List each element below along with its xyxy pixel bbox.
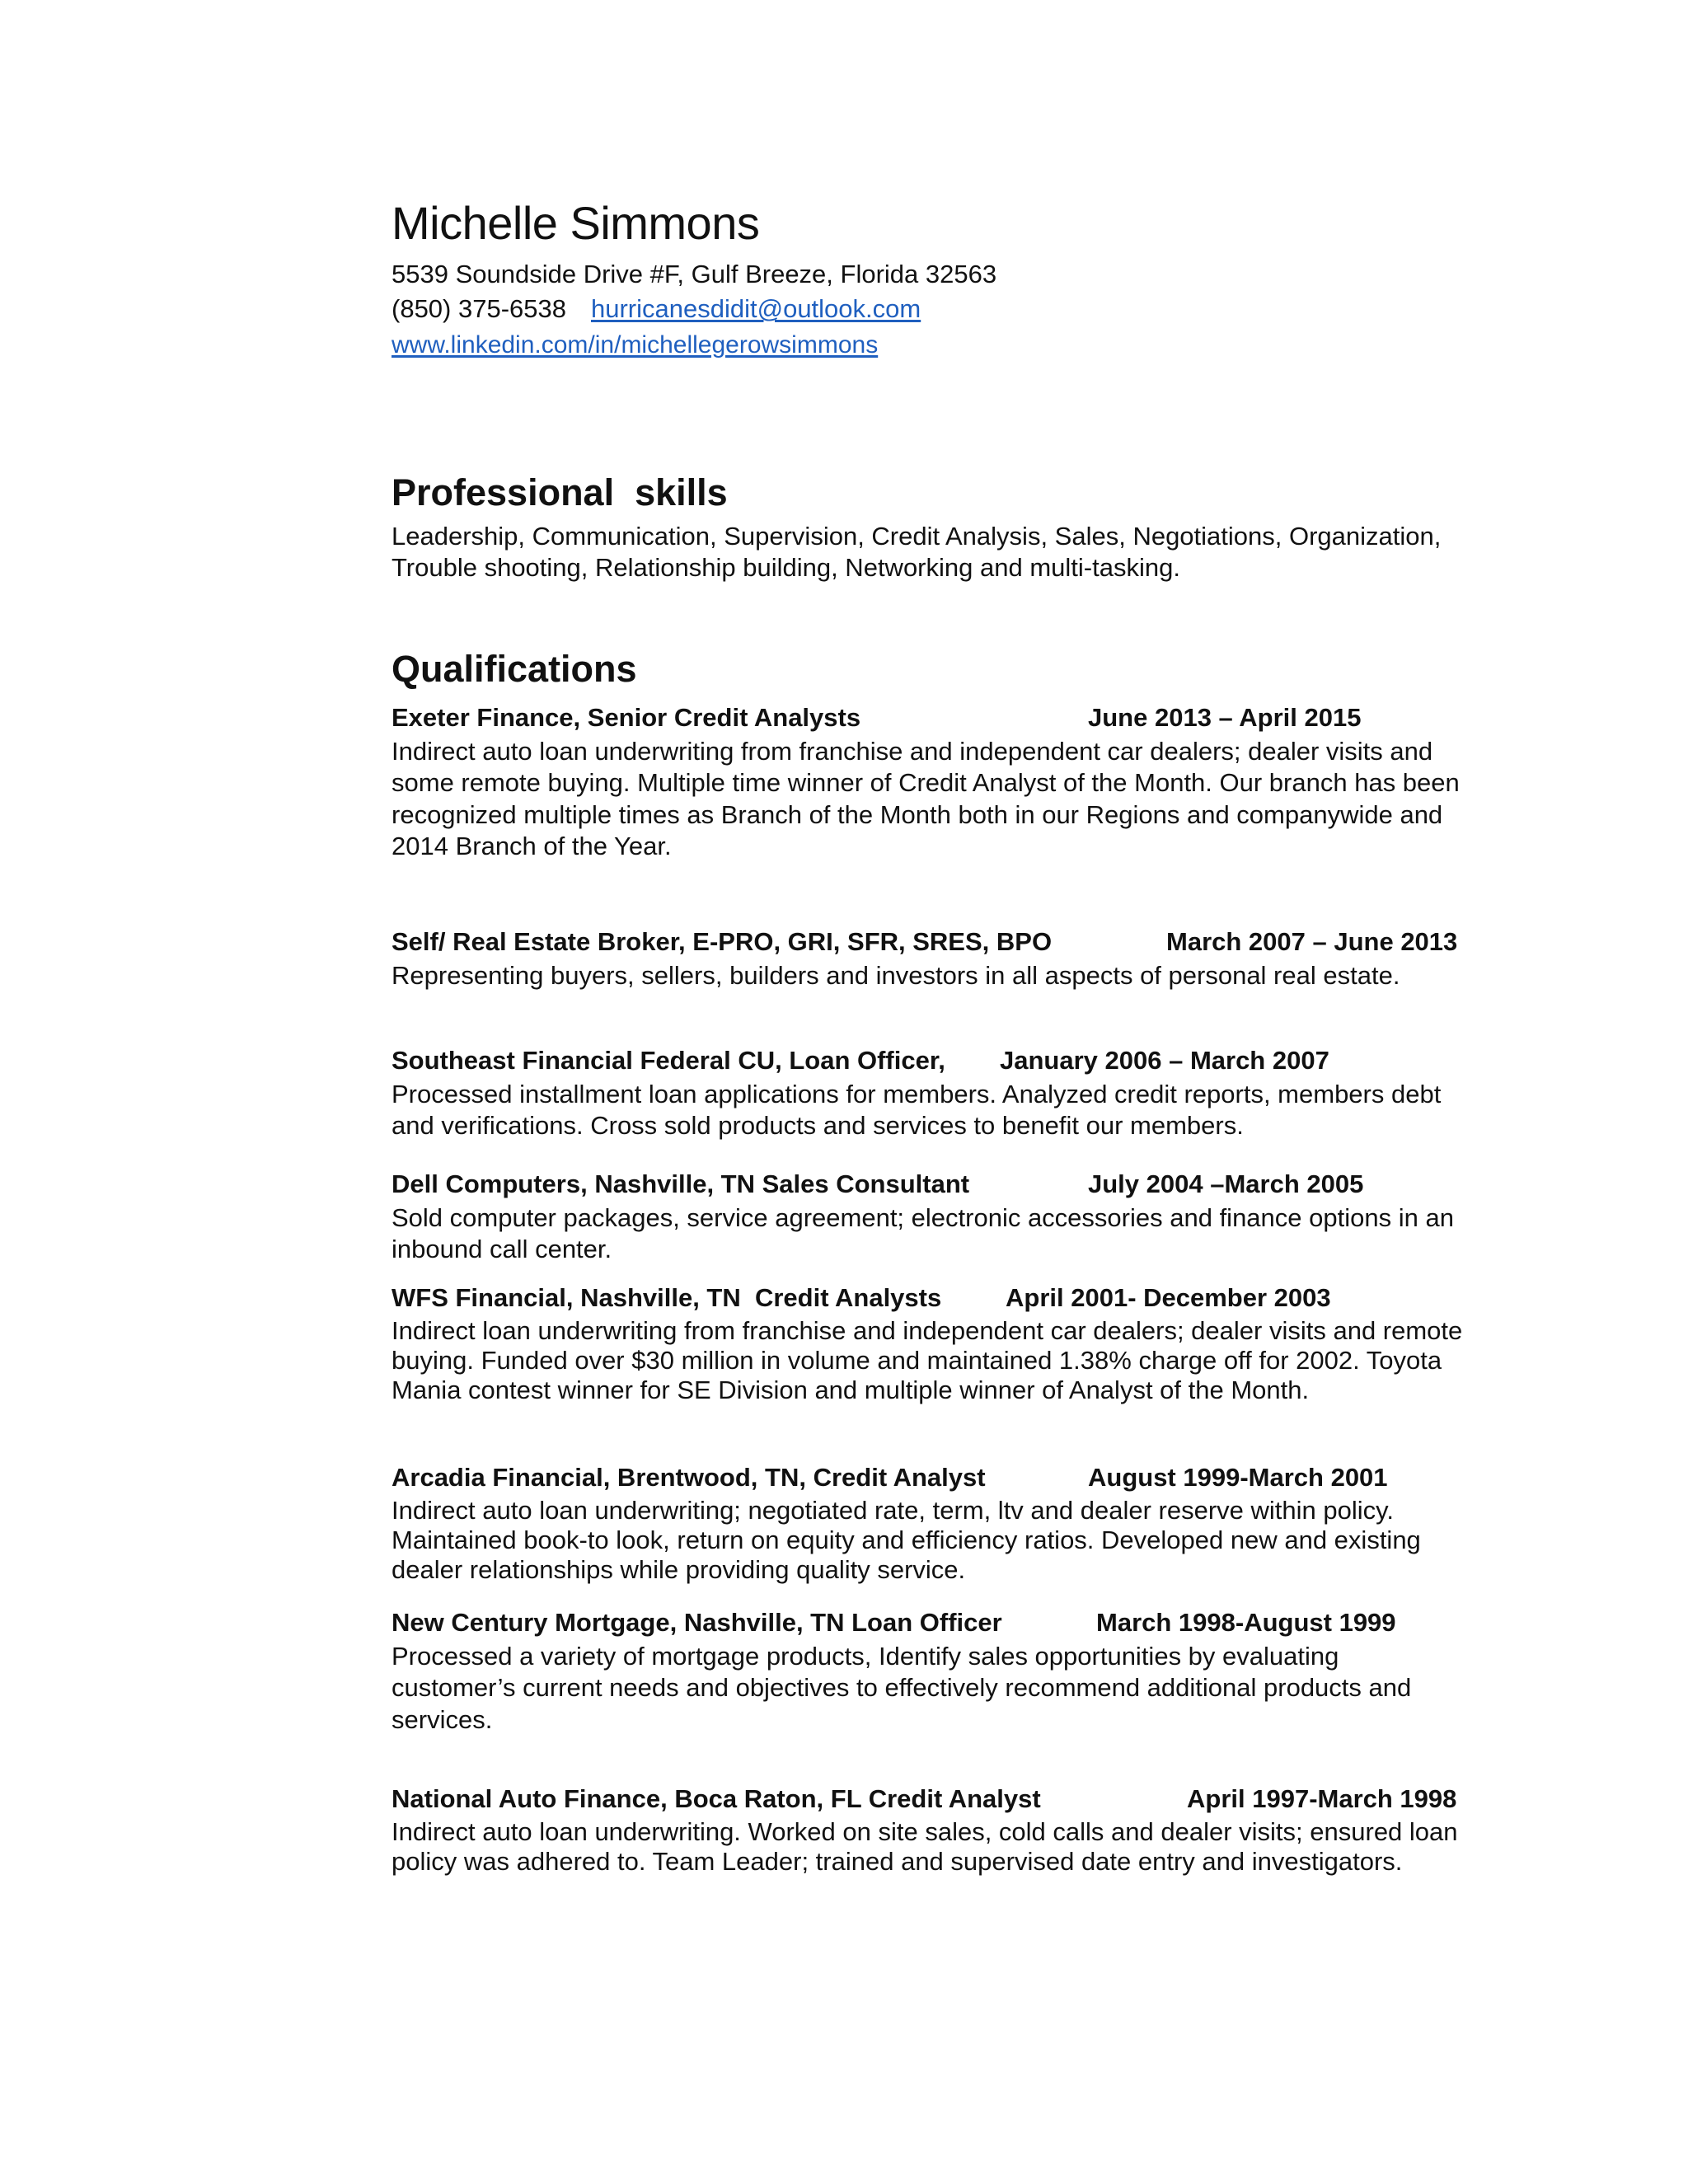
entry-dates: April 1997-March 1998 — [1187, 1784, 1457, 1813]
entry-dates: March 1998-August 1999 — [1096, 1608, 1396, 1637]
entry-role: Self/ Real Estate Broker, E-PRO, GRI, SFR, SRES, BPO — [392, 927, 1053, 956]
candidate-name: Michelle Simmons — [392, 197, 760, 249]
resume-header — [392, 198, 1545, 363]
entry-description: Processed a variety of mortgage products, Identify sales opportunities by evaluating customer’s current needs and objectives to effectively recommend additional products and services. — [392, 1641, 1412, 1734]
entry-header — [392, 1169, 1562, 1201]
entry-description: Indirect auto loan underwriting. Worked on site sales, cold calls and dealer visits; ensured loan policy was adhered to. Team Leader; trained and supervised date entry and investigators. — [392, 1816, 1458, 1877]
entry-new-century-mortgage — [392, 1607, 1562, 1736]
entry-dates: January 2006 – March 2007 — [1000, 1046, 1329, 1075]
entry-dates: July 2004 –March 2005 — [1088, 1169, 1364, 1198]
phone-number: (850) 375-6538 — [392, 294, 566, 324]
entry-national-auto-finance — [392, 1783, 1562, 1877]
qualifications-section — [392, 648, 1562, 697]
entry-header — [392, 926, 1562, 958]
linkedin-link[interactable]: www.linkedin.com/in/michellegerowsimmons — [392, 331, 879, 359]
entry-role: Southeast Financial Federal CU, Loan Officer, — [392, 1046, 945, 1075]
entry-role: Arcadia Financial, Brentwood, TN, Credit Analyst — [392, 1463, 986, 1492]
entry-role: New Century Mortgage, Nashville, TN Loan Officer — [392, 1608, 1002, 1637]
entry-role: WFS Financial, Nashville, TN Credit Analysts — [392, 1283, 942, 1312]
entry-southeast-financial — [392, 1045, 1562, 1142]
entry-description: Indirect auto loan underwriting; negotiated rate, term, ltv and dealer reserve within policy. Maintained book-to look, return on equity and efficiency ratios. Developed new and existing dealer relationships while providing quality service. — [392, 1495, 1421, 1585]
entry-dell-computers — [392, 1169, 1562, 1266]
qualifications-title: Qualifications — [392, 648, 637, 690]
entry-role: Exeter Finance, Senior Credit Analysts — [392, 703, 861, 732]
entry-dates: August 1999-March 2001 — [1088, 1463, 1388, 1492]
entry-description: Representing buyers, sellers, builders and investors in all aspects of personal real estate. — [392, 960, 1400, 990]
entry-header — [392, 1783, 1562, 1816]
entry-wfs-financial — [392, 1282, 1562, 1406]
phone-email-line — [392, 292, 1545, 327]
address-line: 5539 Soundside Drive #F, Gulf Breeze, Florida 32563 — [392, 259, 997, 288]
entry-header — [392, 1045, 1562, 1077]
entry-arcadia-financial — [392, 1462, 1562, 1586]
linkedin-line — [392, 327, 1545, 363]
entry-header — [392, 1462, 1562, 1494]
skills-title: Professional skills — [392, 471, 728, 513]
entry-description: Sold computer packages, service agreement; electronic accessories and finance options in an inbound call center. — [392, 1202, 1454, 1264]
entry-dates: March 2007 – June 2013 — [1166, 927, 1458, 956]
entry-exeter-finance — [392, 702, 1562, 863]
entry-description: Indirect auto loan underwriting from franchise and independent car dealers; dealer visits and some remote buying. Multiple time winner of Credit Analyst of the Month. Our branch has been recognized multiple times as Branch of the Month both in our Regions and companywide and 2014 Branch of the Year. — [392, 736, 1460, 861]
email-link[interactable]: hurricanesdidit@outlook.com — [591, 294, 921, 324]
entry-header — [392, 1607, 1562, 1639]
entry-real-estate-broker — [392, 926, 1562, 991]
entry-header — [392, 1282, 1562, 1315]
skills-text: Leadership, Communication, Supervision, Credit Analysis, Sales, Negotiations, Organization, Trouble shooting, Relationship building, Networking and multi-tasking. — [392, 521, 1442, 583]
entry-description: Indirect loan underwriting from franchise and independent car dealers; dealer visits and remote buying. Funded over $30 million in volume and maintained 1.38% charge off for 2002. Toyota Mania contest winner for SE Division and multiple winner of Analyst of the Month. — [392, 1315, 1463, 1405]
entry-header — [392, 702, 1562, 734]
skills-section — [392, 471, 1562, 584]
entry-role: Dell Computers, Nashville, TN Sales Consultant — [392, 1169, 970, 1198]
entry-role: National Auto Finance, Boca Raton, FL Credit Analyst — [392, 1784, 1041, 1813]
entry-dates: April 2001- December 2003 — [1006, 1283, 1331, 1312]
entry-dates: June 2013 – April 2015 — [1088, 703, 1362, 732]
entry-description: Processed installment loan applications for members. Analyzed credit reports, members debt and verifications. Cross sold products and services to benefit our members. — [392, 1079, 1442, 1141]
